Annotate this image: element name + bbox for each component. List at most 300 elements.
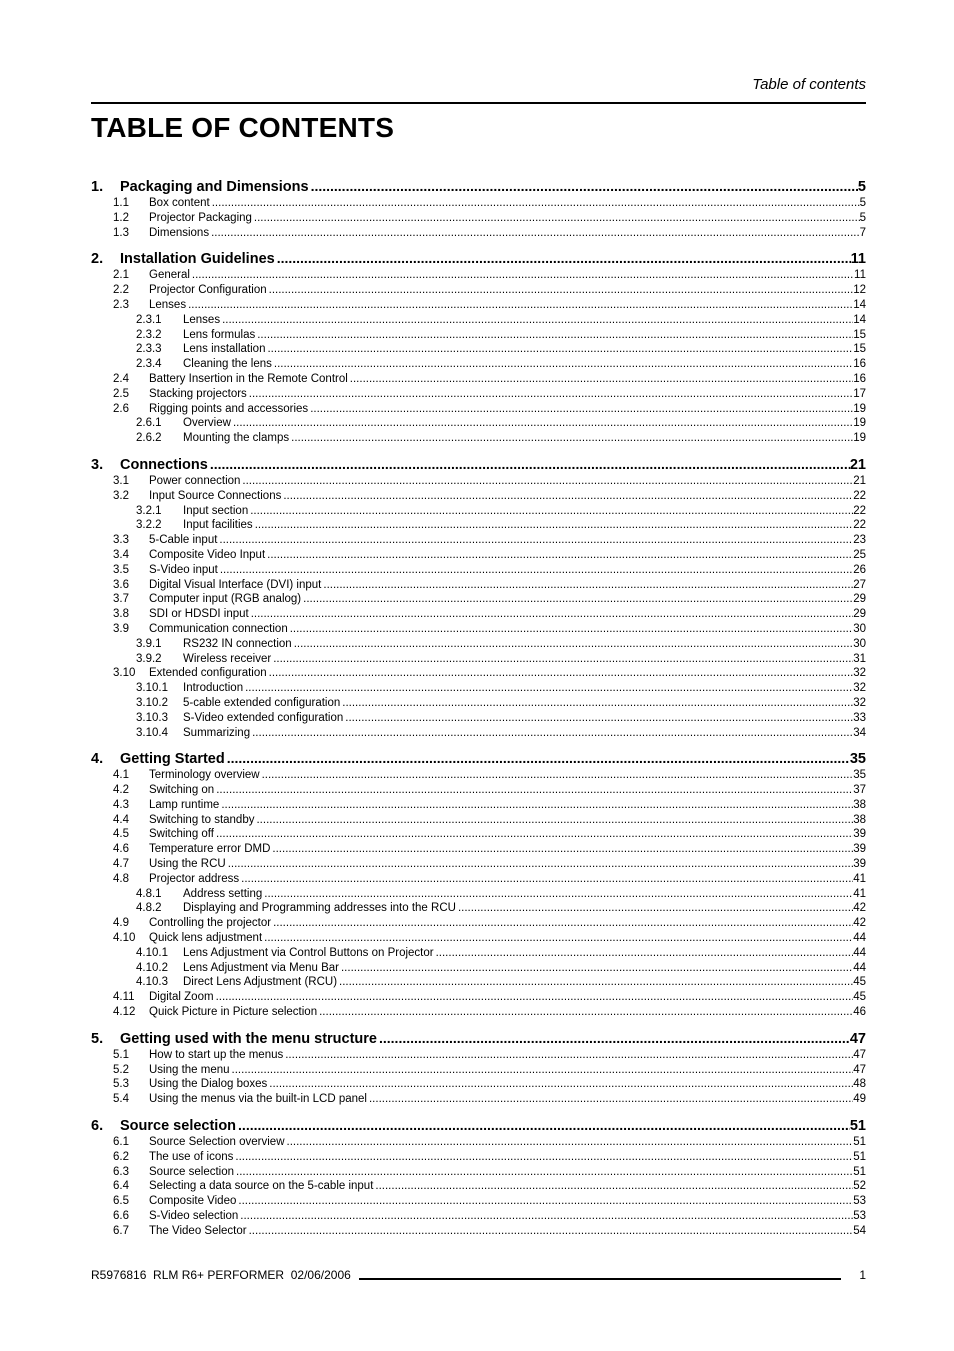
toc-entry-number: 4.10.3 [136, 976, 168, 989]
toc-subsection-entry[interactable] [91, 357, 866, 372]
toc-dot-leader [267, 283, 854, 298]
toc-subsection-entry[interactable] [91, 696, 866, 711]
toc-dot-leader [292, 637, 854, 652]
toc-entry-page: 11 [854, 269, 866, 282]
toc-section-entry[interactable] [91, 372, 866, 387]
toc-dot-leader [288, 622, 853, 637]
toc-entry-page: 16 [853, 372, 866, 385]
toc-dot-leader [186, 298, 853, 313]
toc-entry-title: Summarizing [183, 726, 251, 739]
toc-entry-title: Overview [183, 417, 231, 430]
toc-subsection-entry[interactable] [91, 416, 866, 431]
toc-entry-page: 21 [853, 474, 866, 487]
toc-entry-title: Extended configuration [149, 667, 267, 680]
toc-entry-title: RS232 IN connection [183, 637, 292, 650]
toc-entry-number: 2.3.3 [136, 343, 162, 356]
toc-entry-title: Direct Lens Adjustment (RCU) [183, 976, 338, 989]
toc-entry-number: 2.6 [113, 402, 129, 415]
toc-entry-title: S-Video selection [149, 1210, 239, 1223]
toc-entry-page: 46 [853, 1006, 866, 1019]
toc-entry-number: 3.2 [113, 489, 129, 502]
toc-entry-title: Computer input (RGB analog) [149, 593, 302, 606]
toc-entry-title: Composite Video Input [149, 548, 266, 561]
toc-dot-leader [281, 489, 853, 504]
toc-subsection-entry[interactable] [91, 637, 866, 652]
toc-entry-title: Composite Video [149, 1195, 237, 1208]
toc-entry-title: Packaging and Dimensions [120, 179, 309, 195]
toc-dot-leader [230, 1063, 854, 1078]
toc-entry-title: Communication connection [149, 622, 288, 635]
toc-entry-title: Switching to standby [149, 813, 255, 826]
toc-subsection-entry[interactable] [91, 961, 866, 976]
toc-section-entry[interactable] [91, 1165, 866, 1180]
toc-entry-title: Input section [183, 504, 249, 517]
toc-section-entry[interactable] [91, 489, 866, 504]
toc-entry-title: Box content [149, 197, 210, 209]
toc-section-entry[interactable] [91, 592, 866, 607]
toc-section-entry[interactable] [91, 813, 866, 828]
toc-entry-number: 3.10.2 [136, 696, 168, 709]
toc-entry-title: Terminology overview [149, 769, 260, 782]
toc-entry-title: Switching off [149, 828, 214, 841]
toc-entry-page: 11 [850, 251, 866, 268]
toc-chapter-heading[interactable] [91, 249, 866, 268]
toc-entry-number: 4.8.1 [136, 887, 162, 900]
toc-entry-page: 31 [853, 652, 866, 665]
toc-entry-title: Selecting a data source on the 5-cable input [149, 1180, 374, 1193]
toc-entry-title: General [149, 269, 190, 282]
toc-entry-number: 3.9.1 [136, 637, 162, 650]
toc-subsection-entry[interactable] [91, 946, 866, 961]
toc-entry-number: 6.1 [113, 1136, 129, 1149]
toc-entry-number: 4.3 [113, 798, 129, 811]
toc-dot-leader [308, 402, 853, 417]
page-title: TABLE OF CONTENTS [91, 112, 395, 143]
toc-entry-page: 47 [853, 1063, 866, 1076]
toc-entry-title: Digital Zoom [149, 991, 214, 1004]
table-of-contents [91, 175, 866, 1248]
toc-entry-number: 3.1 [113, 474, 129, 487]
toc-dot-leader [337, 975, 853, 990]
toc-entry-number: 4.9 [113, 917, 129, 930]
toc-entry-title: Switching on [149, 784, 215, 797]
toc-section-entry[interactable] [91, 563, 866, 578]
toc-entry-number: 3.9.2 [136, 652, 162, 665]
toc-chapter-heading[interactable] [91, 455, 866, 474]
toc-entry-title: Rigging points and accessories [149, 402, 309, 415]
toc-subsection-entry[interactable] [91, 711, 866, 726]
toc-entry-title: Temperature error DMD [149, 843, 271, 856]
toc-entry-number: 4. [91, 751, 104, 768]
toc-entry-title: The use of icons [149, 1150, 234, 1163]
toc-entry-number: 4.8.2 [136, 902, 162, 915]
toc-dot-leader [234, 1165, 853, 1180]
toc-section-entry[interactable] [91, 1194, 866, 1209]
toc-dot-leader [214, 827, 853, 842]
toc-entry-page: 53 [853, 1210, 866, 1223]
toc-dot-leader [219, 798, 853, 813]
toc-entry-title: Using the menus via the built-in LCD panel [149, 1093, 367, 1106]
header-rule [91, 102, 866, 104]
toc-entry-number: 4.6 [113, 843, 129, 856]
toc-entry-title: Lenses [183, 313, 221, 326]
toc-entry-title: Using the menu [149, 1063, 230, 1076]
toc-section-entry[interactable] [91, 990, 866, 1005]
toc-entry-page: 45 [853, 991, 866, 1004]
toc-dot-leader [339, 961, 853, 976]
toc-dot-leader [262, 887, 853, 902]
toc-entry-title: Installation Guidelines [120, 251, 275, 268]
toc-entry-title: Quick lens adjustment [149, 932, 263, 945]
toc-entry-page: 16 [853, 358, 866, 371]
toc-dot-leader [275, 249, 851, 268]
toc-dot-leader [254, 813, 853, 828]
toc-dot-leader [309, 177, 858, 196]
toc-entry-title: The Video Selector [149, 1224, 247, 1237]
toc-entry-number: 2.6.1 [136, 417, 162, 430]
toc-entry-title: How to start up the menus [149, 1048, 284, 1061]
toc-dot-leader [262, 931, 853, 946]
toc-dot-leader [373, 1179, 853, 1194]
toc-entry-number: 3.9 [113, 622, 129, 635]
toc-dot-leader [343, 711, 853, 726]
toc-subsection-entry[interactable] [91, 431, 866, 446]
toc-section-entry[interactable] [91, 533, 866, 548]
toc-entry-title: Controlling the projector [149, 917, 272, 930]
toc-entry-number: 6.3 [113, 1165, 129, 1178]
toc-section-entry[interactable] [91, 1179, 866, 1194]
toc-entry-title: Projector address [149, 872, 240, 885]
toc-section-entry[interactable] [91, 1063, 866, 1078]
footer-rule [359, 1278, 842, 1280]
toc-entry-page: 35 [853, 769, 866, 782]
toc-entry-page: 51 [853, 1165, 866, 1178]
toc-section-entry[interactable] [91, 666, 866, 681]
toc-entry-page: 29 [853, 593, 866, 606]
toc-entry-page: 37 [853, 784, 866, 797]
toc-subsection-entry[interactable] [91, 726, 866, 741]
toc-entry-number: 2.1 [113, 269, 129, 282]
toc-entry-page: 26 [853, 563, 866, 576]
toc-dot-leader [243, 681, 853, 696]
page-footer [91, 1268, 866, 1282]
toc-dot-leader [260, 768, 854, 783]
toc-entry-page: 30 [853, 622, 866, 635]
toc-entry-page: 44 [853, 961, 866, 974]
toc-section-entry[interactable] [91, 196, 866, 211]
toc-section-entry[interactable] [91, 402, 866, 417]
toc-entry-page: 29 [853, 608, 866, 621]
toc-entry-title: Displaying and Programming addresses into the RCU [183, 902, 456, 915]
toc-dot-leader [283, 1048, 853, 1063]
toc-section-entry[interactable] [91, 1209, 866, 1224]
toc-entry-number: 1.1 [113, 197, 129, 209]
toc-section-entry[interactable] [91, 578, 866, 593]
toc-section-entry[interactable] [91, 1005, 866, 1020]
toc-entry-title: Lens installation [183, 343, 266, 356]
toc-dot-leader [249, 607, 854, 622]
toc-subsection-entry[interactable] [91, 518, 866, 533]
toc-entry-page: 38 [853, 813, 866, 826]
toc-entry-page: 39 [853, 843, 866, 856]
toc-entry-page: 14 [853, 313, 866, 326]
toc-entry-page: 17 [853, 387, 866, 400]
toc-entry-title: Battery Insertion in the Remote Control [149, 372, 348, 385]
toc-entry-number: 2.3.4 [136, 358, 162, 371]
toc-section-entry[interactable] [91, 1224, 866, 1239]
toc-entry-number: 4.1 [113, 769, 129, 782]
toc-chapter-heading[interactable] [91, 1029, 866, 1048]
toc-entry-title: Input Source Connections [149, 489, 282, 502]
toc-entry-page: 48 [853, 1078, 866, 1091]
toc-entry-page: 42 [853, 917, 866, 930]
toc-entry-number: 6. [91, 1118, 104, 1135]
toc-section-entry[interactable] [91, 857, 866, 872]
toc-entry-number: 5. [91, 1030, 104, 1047]
toc-section-entry[interactable] [91, 1150, 866, 1165]
toc-section-entry[interactable] [91, 268, 866, 283]
toc-entry-number: 6.6 [113, 1210, 129, 1223]
toc-chapter-heading[interactable] [91, 749, 866, 768]
toc-dot-leader [321, 578, 853, 593]
toc-entry-title: Mounting the clamps [183, 432, 290, 445]
toc-entry-page: 5 [859, 211, 866, 224]
toc-entry-title: Wireless receiver [183, 652, 272, 665]
toc-entry-page: 35 [849, 751, 866, 768]
toc-section-entry[interactable] [91, 827, 866, 842]
toc-subsection-entry[interactable] [91, 681, 866, 696]
toc-dot-leader [210, 196, 860, 211]
toc-entry-page: 54 [853, 1224, 866, 1237]
toc-chapter-heading[interactable] [91, 177, 866, 196]
footer-doc-id: R5976816 RLM R6+ PERFORMER 02/06/2006 [91, 1268, 351, 1282]
toc-dot-leader [250, 726, 853, 741]
toc-dot-leader [214, 783, 853, 798]
toc-entry-number: 1.3 [113, 226, 129, 239]
toc-entry-number: 2.6.2 [136, 432, 162, 445]
toc-dot-leader [267, 666, 854, 681]
toc-entry-title: Digital Visual Interface (DVI) input [149, 578, 322, 591]
toc-dot-leader [236, 1194, 853, 1209]
toc-entry-page: 19 [853, 432, 866, 445]
toc-chapter [91, 1029, 866, 1107]
toc-entry-number: 2.5 [113, 387, 129, 400]
toc-section-entry[interactable] [91, 1077, 866, 1092]
toc-entry-number: 3. [91, 456, 104, 473]
toc-section-entry[interactable] [91, 872, 866, 887]
toc-entry-number: 2.3.1 [136, 313, 162, 326]
toc-dot-leader [367, 1092, 853, 1107]
toc-entry-page: 47 [853, 1048, 866, 1061]
toc-entry-number: 3.3 [113, 534, 129, 547]
toc-section-entry[interactable] [91, 283, 866, 298]
toc-section-entry[interactable] [91, 931, 866, 946]
toc-entry-page: 44 [853, 946, 866, 959]
toc-dot-leader [271, 652, 853, 667]
toc-entry-number: 6.7 [113, 1224, 129, 1237]
toc-entry-page: 45 [853, 976, 866, 989]
toc-entry-title: Address setting [183, 887, 263, 900]
toc-dot-leader [253, 518, 854, 533]
toc-entry-page: 51 [853, 1136, 866, 1149]
toc-entry-title: Getting Started [120, 751, 225, 768]
toc-entry-page: 33 [853, 711, 866, 724]
toc-section-entry[interactable] [91, 1092, 866, 1107]
toc-entry-page: 44 [853, 932, 866, 945]
toc-entry-page: 47 [849, 1030, 866, 1047]
toc-entry-number: 3.7 [113, 593, 129, 606]
toc-dot-leader [240, 474, 853, 489]
toc-section-entry[interactable] [91, 1135, 866, 1150]
toc-entry-number: 4.10.1 [136, 946, 168, 959]
toc-dot-leader [236, 1116, 850, 1135]
toc-entry-page: 19 [853, 417, 866, 430]
toc-chapter [91, 455, 866, 740]
toc-section-entry[interactable] [91, 387, 866, 402]
toc-subsection-entry[interactable] [91, 313, 866, 328]
toc-entry-title: Connections [120, 456, 208, 473]
toc-entry-number: 4.8 [113, 872, 129, 885]
toc-entry-title: Cleaning the lens [183, 358, 272, 371]
toc-dot-leader [434, 946, 854, 961]
toc-subsection-entry[interactable] [91, 328, 866, 343]
toc-dot-leader [301, 592, 853, 607]
toc-entry-number: 5.3 [113, 1078, 129, 1091]
toc-entry-number: 6.5 [113, 1195, 129, 1208]
toc-entry-page: 32 [853, 667, 866, 680]
toc-entry-page: 23 [853, 534, 866, 547]
toc-entry-page: 15 [853, 343, 866, 356]
toc-entry-title: Source Selection overview [149, 1136, 285, 1149]
toc-entry-number: 3.2.2 [136, 519, 162, 532]
toc-entry-number: 3.10 [113, 667, 136, 680]
toc-entry-number: 4.4 [113, 813, 129, 826]
toc-chapter [91, 749, 866, 1020]
toc-entry-number: 3.2.1 [136, 504, 162, 517]
toc-entry-page: 51 [849, 1118, 866, 1135]
toc-dot-leader [208, 455, 850, 474]
toc-section-entry[interactable] [91, 622, 866, 637]
toc-dot-leader [225, 749, 850, 768]
toc-entry-number: 3.10.4 [136, 726, 168, 739]
toc-entry-number: 3.6 [113, 578, 129, 591]
toc-entry-title: Quick Picture in Picture selection [149, 1006, 318, 1019]
toc-subsection-entry[interactable] [91, 887, 866, 902]
toc-section-entry[interactable] [91, 226, 866, 241]
toc-dot-leader [456, 901, 853, 916]
toc-entry-page: 52 [853, 1180, 866, 1193]
toc-dot-leader [209, 226, 860, 241]
toc-entry-number: 2.4 [113, 372, 129, 385]
toc-section-entry[interactable] [91, 474, 866, 489]
toc-dot-leader [190, 268, 854, 283]
toc-entry-number: 4.10 [113, 932, 136, 945]
toc-entry-title: Projector Configuration [149, 284, 267, 297]
toc-dot-leader [377, 1029, 850, 1048]
toc-section-entry[interactable] [91, 548, 866, 563]
toc-dot-leader [247, 1224, 854, 1239]
toc-entry-page: 7 [859, 226, 866, 239]
toc-entry-page: 32 [853, 682, 866, 695]
toc-section-entry[interactable] [91, 798, 866, 813]
toc-dot-leader [231, 416, 853, 431]
toc-entry-page: 19 [853, 402, 866, 415]
toc-dot-leader [255, 328, 853, 343]
toc-subsection-entry[interactable] [91, 342, 866, 357]
toc-dot-leader [214, 990, 854, 1005]
toc-entry-number: 4.5 [113, 828, 129, 841]
toc-entry-page: 27 [853, 578, 866, 591]
toc-subsection-entry[interactable] [91, 901, 866, 916]
toc-entry-number: 5.4 [113, 1093, 129, 1106]
toc-subsection-entry[interactable] [91, 504, 866, 519]
toc-entry-title: 5-cable extended configuration [183, 696, 341, 709]
toc-dot-leader [248, 504, 853, 519]
toc-entry-title: Using the Dialog boxes [149, 1078, 268, 1091]
toc-subsection-entry[interactable] [91, 975, 866, 990]
toc-entry-title: Lens Adjustment via Control Buttons on Projector [183, 946, 434, 959]
toc-dot-leader [238, 1209, 853, 1224]
toc-section-entry[interactable] [91, 1048, 866, 1063]
toc-section-entry[interactable] [91, 298, 866, 313]
toc-section-entry[interactable] [91, 768, 866, 783]
toc-entry-number: 3.4 [113, 548, 129, 561]
toc-entry-page: 42 [853, 902, 866, 915]
toc-dot-leader [348, 372, 853, 387]
toc-entry-page: 22 [853, 504, 866, 517]
toc-entry-number: 5.2 [113, 1063, 129, 1076]
toc-chapter-heading[interactable] [91, 1116, 866, 1135]
toc-entry-number: 4.2 [113, 784, 129, 797]
toc-section-entry[interactable] [91, 783, 866, 798]
toc-dot-leader [265, 342, 853, 357]
toc-entry-number: 3.8 [113, 608, 129, 621]
toc-entry-number: 1.2 [113, 211, 129, 224]
toc-entry-title: Projector Packaging [149, 211, 252, 224]
toc-section-entry[interactable] [91, 607, 866, 622]
toc-entry-number: 4.7 [113, 858, 129, 871]
toc-subsection-entry[interactable] [91, 652, 866, 667]
running-header: Table of contents [752, 76, 866, 93]
toc-section-entry[interactable] [91, 211, 866, 226]
toc-dot-leader [220, 313, 853, 328]
toc-section-entry[interactable] [91, 916, 866, 931]
toc-entry-number: 1. [91, 179, 104, 195]
toc-entry-title: S-Video input [149, 563, 218, 576]
toc-entry-page: 49 [853, 1093, 866, 1106]
toc-entry-number: 4.10.2 [136, 961, 168, 974]
toc-dot-leader [285, 1135, 854, 1150]
toc-entry-page: 12 [853, 284, 866, 297]
toc-entry-number: 4.12 [113, 1006, 136, 1019]
toc-entry-page: 38 [853, 798, 866, 811]
toc-entry-title: Stacking projectors [149, 387, 247, 400]
toc-chapter [91, 1116, 866, 1239]
toc-dot-leader [317, 1005, 853, 1020]
toc-dot-leader [270, 842, 853, 857]
toc-entry-title: Getting used with the menu structure [120, 1030, 377, 1047]
toc-entry-number: 2.3 [113, 298, 129, 311]
toc-dot-leader [265, 548, 853, 563]
toc-entry-number: 3.10.1 [136, 682, 168, 695]
toc-entry-page: 22 [853, 489, 866, 502]
toc-dot-leader [226, 857, 854, 872]
toc-entry-page: 21 [849, 456, 866, 473]
toc-dot-leader [217, 533, 853, 548]
toc-chapter [91, 249, 866, 446]
toc-entry-number: 2.3.2 [136, 328, 162, 341]
toc-section-entry[interactable] [91, 842, 866, 857]
